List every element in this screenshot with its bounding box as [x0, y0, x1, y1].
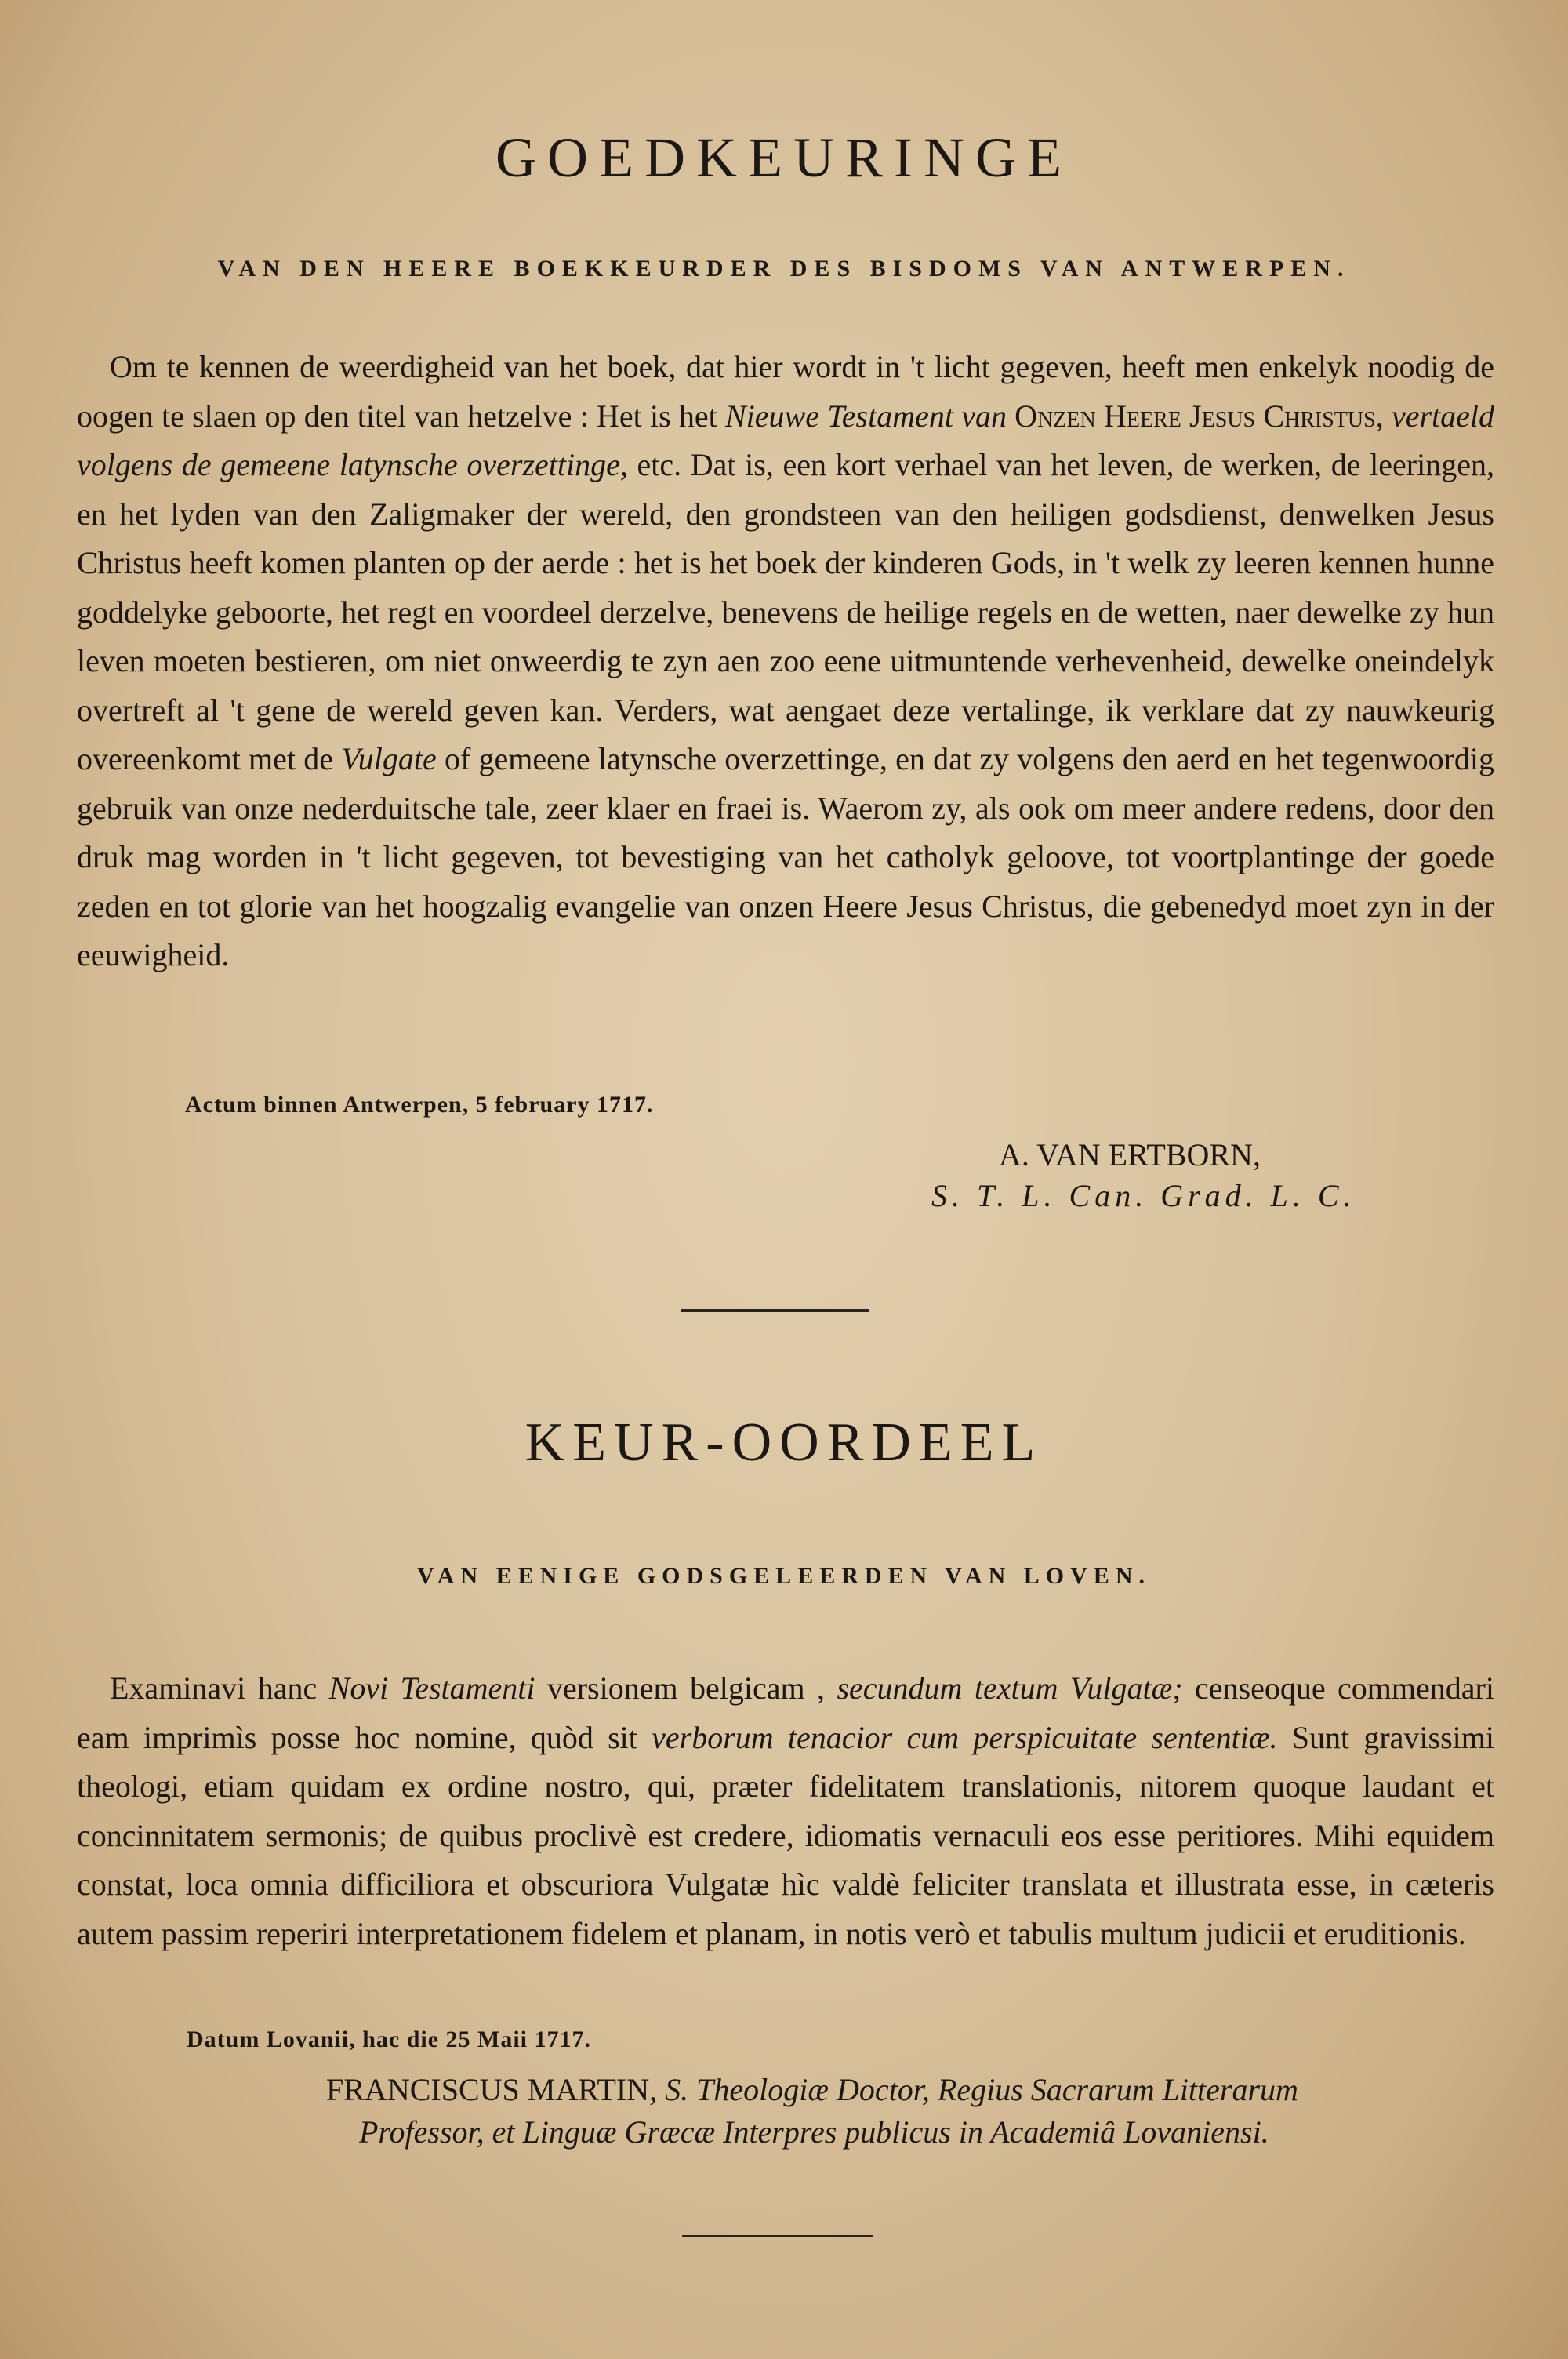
signer-title-martin-1: S. Theologiæ Doctor, Regius Sacrarum Litterarum — [665, 2072, 1298, 2107]
signer-line-1 — [326, 2070, 1298, 2110]
italic-segment: Novi Testamenti — [328, 1670, 535, 1706]
text-segment: censeoque commendari eam imprimìs posse hoc nomine, quòd sit — [77, 1670, 1494, 1755]
section-subtitle-antwerpen: VAN DEN HEERE BOEKKEURDER DES BISDOMS VAN ANTWERPEN. — [217, 256, 1351, 282]
section-subtitle-loven: VAN EENIGE GODSGELEERDEN VAN LOVEN. — [416, 1563, 1151, 1589]
italic-title-segment: vertaeld volgens de gemeene latynsche overzettinge, — [77, 398, 1494, 482]
small-caps-segment: Onzen Heere Jesus Christus, — [1006, 398, 1392, 434]
signer-title-martin-2: Professor, et Linguæ Græcæ Interpres publicus in Academiâ Lovaniensi. — [359, 2114, 1269, 2150]
approval-text-dutch — [77, 343, 1494, 980]
text-segment: Examinavi hanc — [110, 1670, 329, 1706]
signer-title-ertborn: S. T. L. Can. Grad. L. C. — [931, 1178, 1356, 1213]
section-title-goedkeuringe: GOEDKEURINGE — [495, 126, 1073, 189]
text-segment: Sunt gravissimi theologi, etiam quidam ex ordine nostro, qui, præter fidelitatem translationis, nitorem quoque laudant et concinnitatem sermonis; de quibus proclivè est credere, idiomatis vernaculi eos esse peritiores. Mihi equidem constat, loca omnia difficiliora et obscuriora Vulgatæ hìc valdè feliciter translata et illustrata esse, in cæteris autem passim reperiri interpretationem fidelem et planam, in notis verò et tabulis multum judicii et eruditionis. — [77, 1719, 1494, 1951]
section-divider — [681, 1309, 869, 1312]
section-title-keur-oordeel: KEUR-OORDEEL — [524, 1412, 1044, 1473]
approval-text-latin — [77, 1664, 1494, 1958]
text-segment: Om te kennen de weerdigheid van het boek, dat hier wordt in 't licht gegeven, heeft men enkelyk noodig de oogen te slaen op den titel van hetzelve : Het is het — [77, 349, 1494, 434]
text-segment: of gemeene latynsche overzettinge, en dat zy volgens den aerd en het tegenwoordig gebruik van onze nederduitsche tale, zeer klaer en fraei is. Waerom zy, als ook om meer andere redens, door den druk mag worden in 't licht gegeven, tot bevestiging van het catholyk geloove, tot voortplantinge der goede zeden en tot glorie van het hoogzalig evangelie van onzen Heere Jesus Christus, die gebenedyd moet zyn in der eeuwigheid. — [77, 741, 1495, 972]
italic-segment: secundum textum Vulgatæ; — [837, 1670, 1183, 1706]
italic-title-segment: Nieuwe Testament van — [724, 398, 1007, 434]
text-segment: versionem belgicam , — [535, 1670, 837, 1706]
italic-vulgate: Vulgate — [341, 741, 437, 776]
approval-date-antwerpen: Actum binnen Antwerpen, 5 february 1717. — [185, 1092, 654, 1118]
italic-segment: verborum tenacior cum perspicuitate sententiæ. — [652, 1719, 1278, 1755]
closing-divider — [682, 2235, 873, 2237]
text-segment: etc. Dat is, een kort verhael van het leven, de werken, de leeringen, en het lyden van den Zaligmaker der wereld, den grondsteen van den heiligen godsdienst, denwelken Jesus Christus heeft komen planten op der aerde : het is het boek der kinderen Gods, in 't welk zy leeren kennen hunne goddelyke geboorte, het regt en voordeel derzelve, benevens de heilige regels en de wetten, naer dewelke zy hun leven moeten bestieren, om niet onweerdig te zyn aen zoo eene uitmuntende verhevenheid, dewelke oneindelyk overtreft al 't gene de wereld geven kan. Verders, wat aengaet deze vertalinge, ik verklare dat zy nauwkeurig overeenkomt met de — [77, 447, 1494, 776]
signer-name-martin: FRANCISCUS MARTIN, — [326, 2072, 658, 2107]
approval-date-lovanii: Datum Lovanii, hac die 25 Maii 1717. — [187, 2026, 592, 2052]
signer-name-ertborn: A. VAN ERTBORN, — [999, 1137, 1261, 1172]
